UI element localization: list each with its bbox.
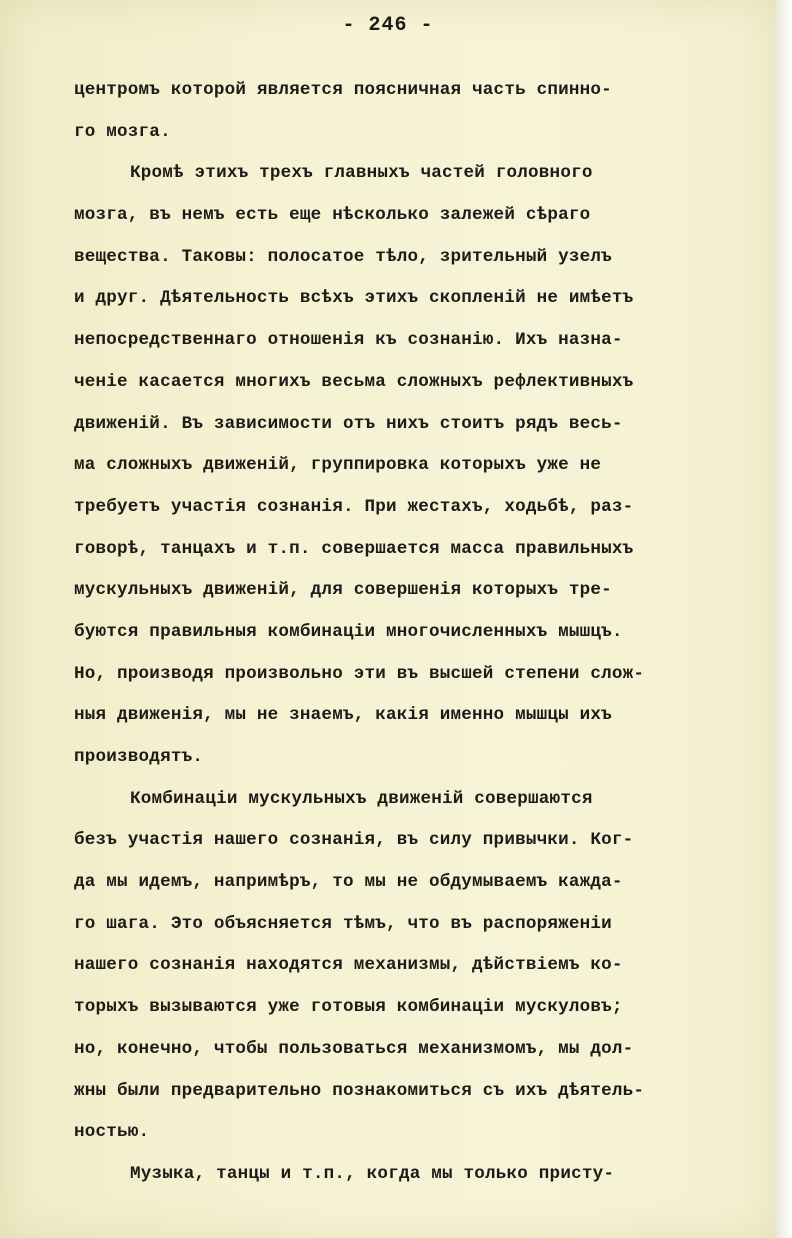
text-line: центромъ которой является поясничная часть спинно- xyxy=(74,80,612,100)
text-line: мускульныхъ движеній, для совершенія которыхъ тре- xyxy=(74,580,612,601)
text-line: ма сложныхъ движеній, группировка которыхъ уже не xyxy=(74,455,602,476)
text-line: торыхъ вызываются уже готовыя комбинаціи мускуловъ; xyxy=(74,997,623,1018)
text-line: нашего сознанія находятся механизмы, дѣйствіемъ ко- xyxy=(74,955,623,976)
body-text xyxy=(74,70,744,1196)
page-edge xyxy=(776,0,792,1238)
text-line: го мозга. xyxy=(74,121,171,142)
text-line: непосредственнаго отношенія къ сознанію. Ихъ назна- xyxy=(74,330,623,351)
text-line: буются правильныя комбинаціи многочисленныхъ мышцъ. xyxy=(74,621,623,642)
text-line: Музыка, танцы и т.п., когда мы только присту- xyxy=(130,1163,615,1184)
page-number: - 246 - xyxy=(342,14,434,37)
text-line: Комбинаціи мускульныхъ движеній совершаются xyxy=(130,788,593,809)
text-line: вещества. Таковы: полосатое тѣло, зрительный узелъ xyxy=(74,246,612,267)
text-line: говорѣ, танцахъ и т.п. совершается масса правильныхъ xyxy=(74,538,634,559)
text-line: мозга, въ немъ есть еще нѣсколько залежей сѣраго xyxy=(74,205,591,226)
text-line: Но, производя произвольно эти въ высшей степени слож- xyxy=(74,663,645,684)
text-line: но, конечно, чтобы пользоваться механизмомъ, мы дол- xyxy=(74,1038,634,1059)
text-line: Кромѣ этихъ трехъ главныхъ частей головного xyxy=(130,163,593,184)
text-line: ныя движенія, мы не знаемъ, какія именно мышцы ихъ xyxy=(74,705,612,726)
text-line: жны были предварительно познакомиться съ ихъ дѣятель- xyxy=(74,1080,645,1101)
text-line: требуетъ участія сознанія. При жестахъ, ходьбѣ, раз- xyxy=(74,496,634,517)
text-line: го шага. Это объясняется тѣмъ, что въ распоряженіи xyxy=(74,913,612,934)
text-line: ченіе касается многихъ весьма сложныхъ рефлективныхъ xyxy=(74,371,634,392)
text-line: ностью. xyxy=(74,1122,150,1143)
text-line: безъ участія нашего сознанія, въ силу привычки. Ког- xyxy=(74,830,634,851)
text-line: и друг. Дѣятельность всѣхъ этихъ скопленій не имѣетъ xyxy=(74,288,634,309)
text-line: производятъ. xyxy=(74,747,204,767)
text-line: движеній. Въ зависимости отъ нихъ стоитъ рядъ весь- xyxy=(74,413,623,434)
text-line: да мы идемъ, напримѣръ, то мы не обдумываемъ кажда- xyxy=(74,872,623,893)
